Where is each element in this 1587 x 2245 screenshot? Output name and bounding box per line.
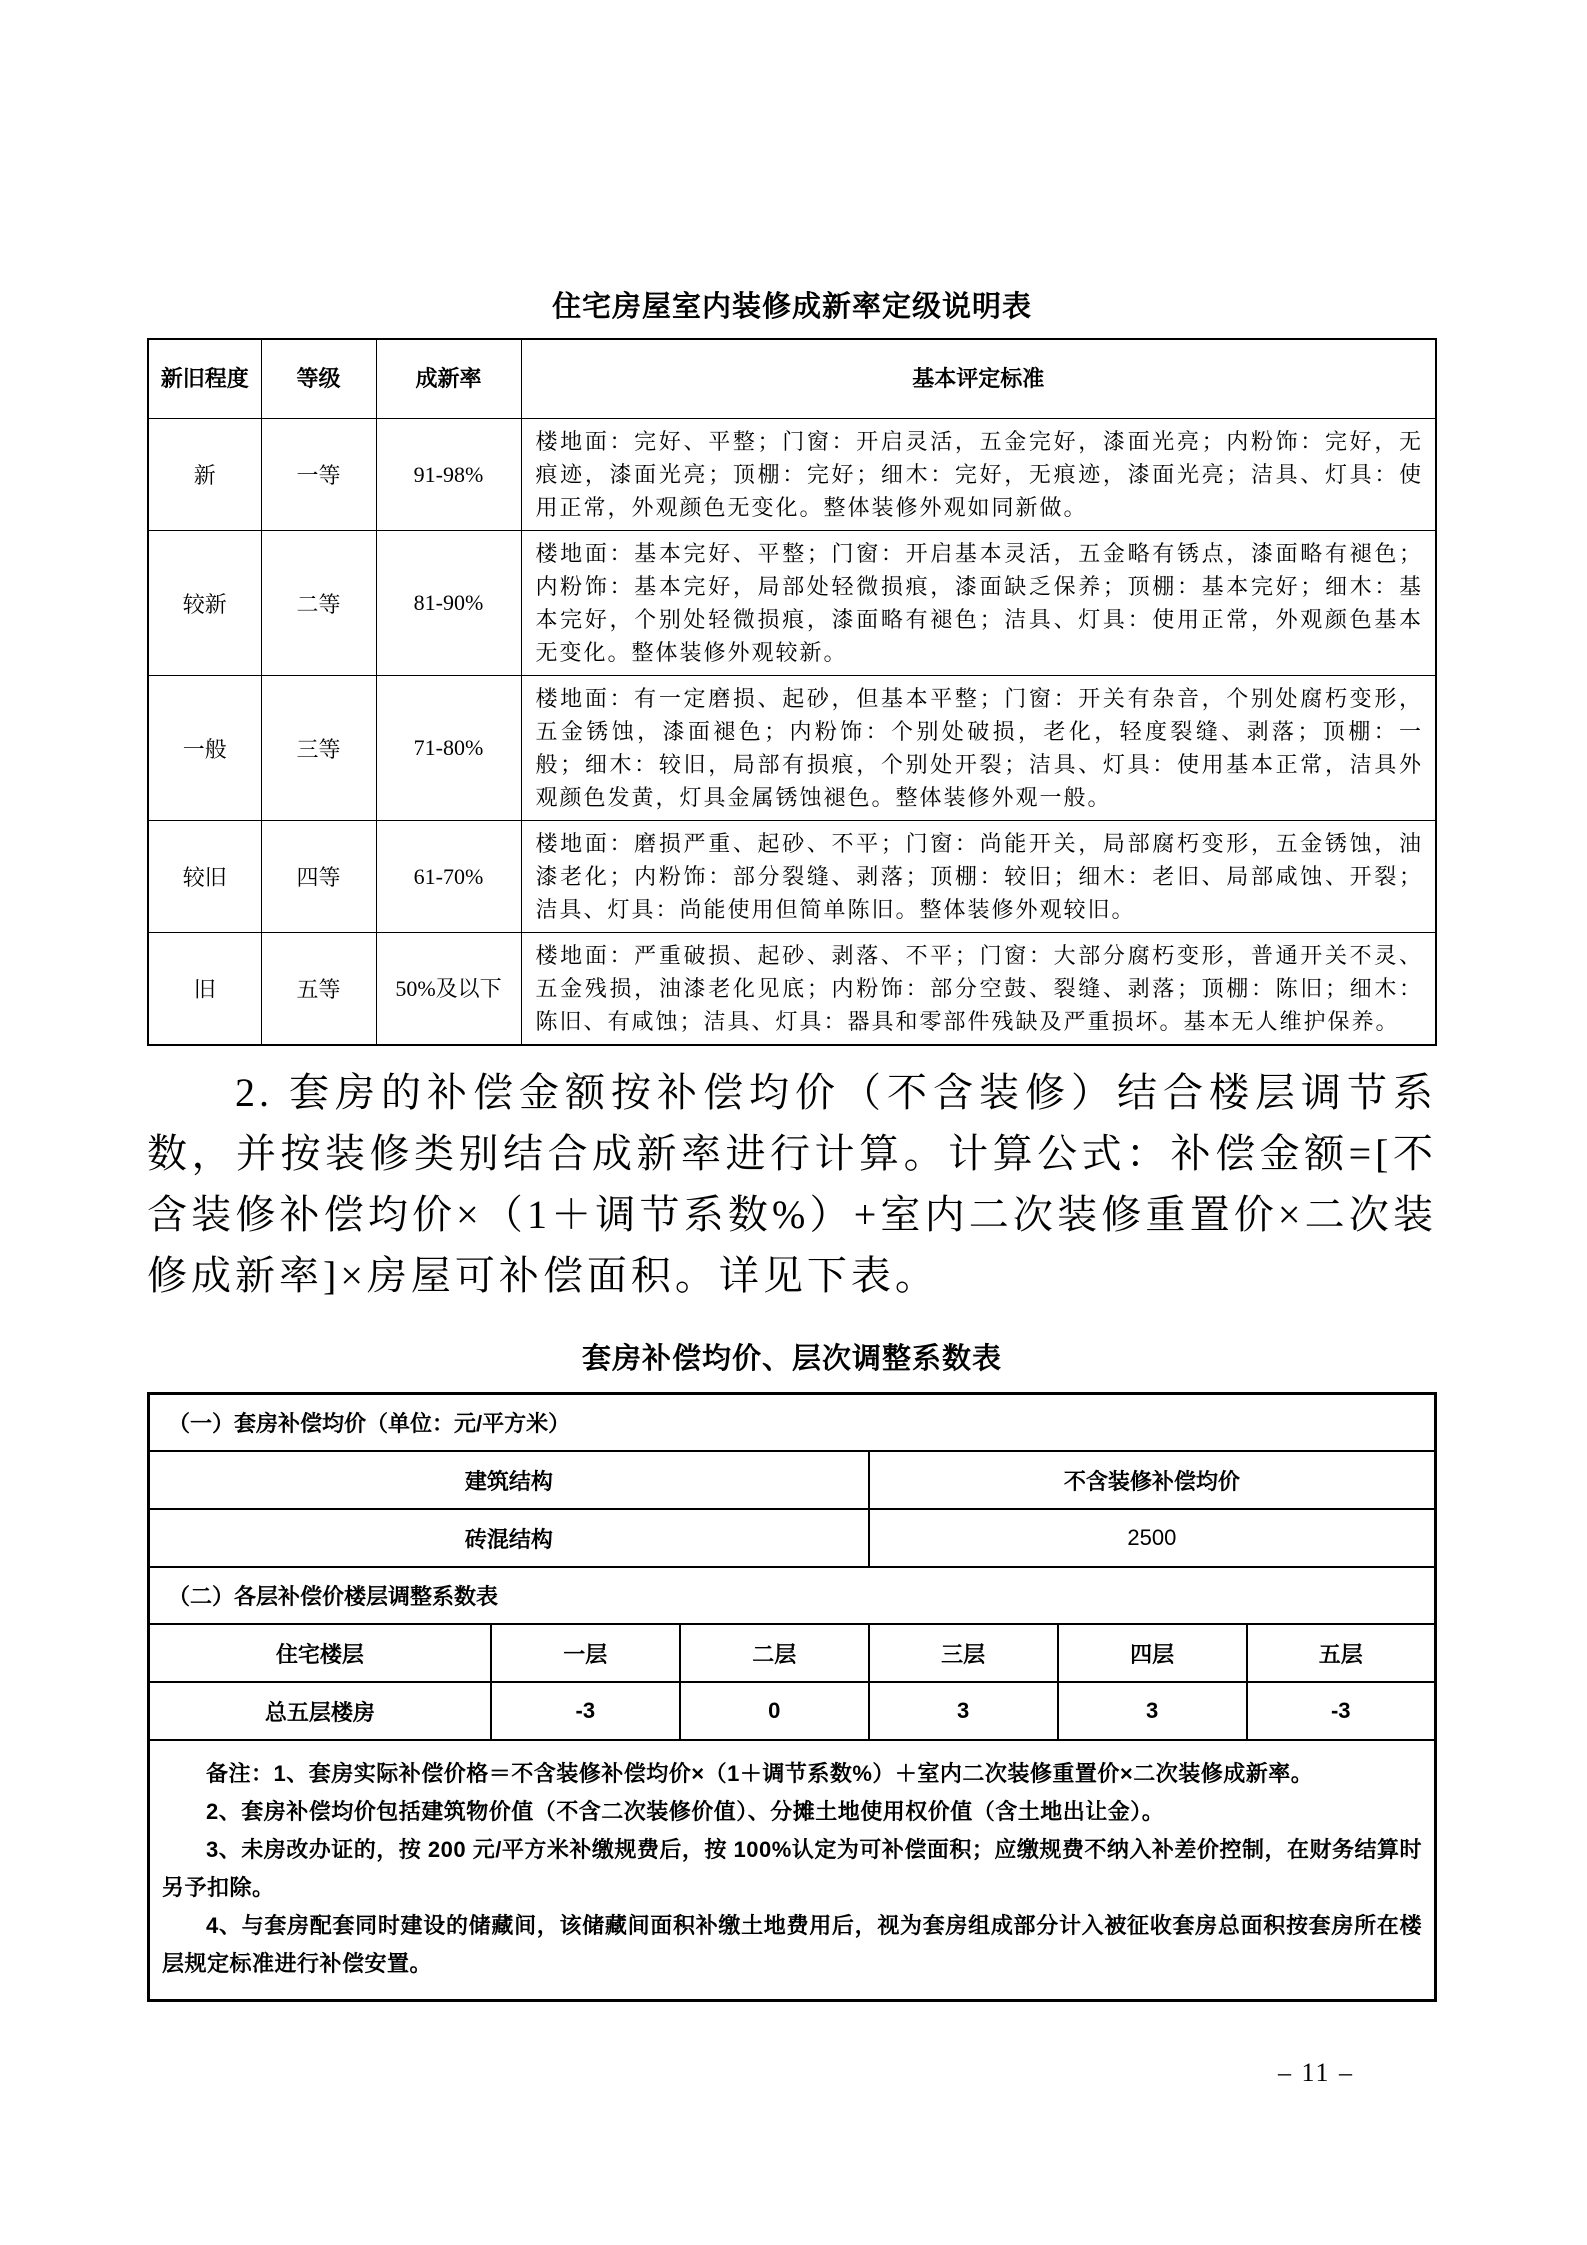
table-row — [148, 821, 1436, 933]
note-line: 2、套房补偿均价包括建筑物价值（不含二次装修价值）、分摊土地使用权价值（含土地出让金）。 — [206, 1799, 1165, 1824]
table1-header-row — [148, 339, 1436, 419]
t2-notes-cell — [149, 1740, 1436, 2001]
t1-degree: 较旧 — [148, 821, 261, 933]
t1-grade: 四等 — [261, 821, 376, 933]
t1-criteria: 楼地面：严重破损、起砂、剥落、不平；门窗：大部分腐朽变形，普通开关不灵、五金残损，油漆老化见底；内粉饰：部分空鼓、裂缝、剥落；顶棚：陈旧；细木：陈旧、有咸蚀；洁具、灯具：器具和零部件残缺及严重损坏。基本无人维护保养。 — [521, 933, 1436, 1046]
newness-rate-table — [147, 338, 1437, 1046]
t1-header-rate: 成新率 — [376, 339, 521, 419]
t2-floor-value-row — [149, 1682, 1436, 1740]
t2-price-header: 不含装修补偿均价 — [869, 1451, 1436, 1509]
t1-degree: 新 — [148, 419, 261, 531]
t2-floor-header: 二层 — [680, 1624, 869, 1682]
t1-header-grade: 等级 — [261, 339, 376, 419]
t1-criteria: 楼地面：有一定磨损、起砂，但基本平整；门窗：开关有杂音，个别处腐朽变形，五金锈蚀，漆面褪色；内粉饰：个别处破损，老化，轻度裂缝、剥落；顶棚：一般；细木：较旧，局部有损痕，个别处开裂；洁具、灯具：使用基本正常，洁具外观颜色发黄，灯具金属锈蚀褪色。整体装修外观一般。 — [521, 676, 1436, 821]
table-row — [148, 419, 1436, 531]
table-row — [148, 676, 1436, 821]
note-line: 4、与套房配套同时建设的储藏间，该储藏间面积补缴土地费用后，视为套房组成部分计入被征收套房总面积按套房所在楼层规定标准进行补偿安置。 — [162, 1913, 1422, 1976]
t2-section1-row — [149, 1394, 1436, 1452]
t2-floor-header: 一层 — [491, 1624, 680, 1682]
table-row — [148, 933, 1436, 1046]
table1-title: 住宅房屋室内装修成新率定级说明表 — [551, 291, 1032, 323]
t1-grade: 一等 — [261, 419, 376, 531]
t2-floor-header-row — [149, 1624, 1436, 1682]
page-number: – 11 – — [1278, 2058, 1355, 2087]
compensation-coefficient-table — [147, 1392, 1437, 2002]
t2-structure-header-row — [149, 1451, 1436, 1509]
document-content — [147, 0, 1437, 2002]
t1-rate: 61-70% — [376, 821, 521, 933]
paragraph-2: 2. 套房的补偿金额按补偿均价（不含装修）结合楼层调节系数，并按装修类别结合成新率进行计算。计算公式：补偿金额=[不含装修补偿均价×（1＋调节系数%）+室内二次装修重置价×二次装修成新率]×房屋可补偿面积。详见下表。 — [147, 1070, 1437, 1298]
t2-structure-value-row — [149, 1509, 1436, 1567]
t2-floor-value: 总五层楼房 — [149, 1682, 491, 1740]
t2-notes-row — [149, 1740, 1436, 2001]
t2-floor-value: 3 — [869, 1682, 1058, 1740]
table2-title: 套房补偿均价、层次调整系数表 — [581, 1343, 1002, 1375]
t1-grade: 五等 — [261, 933, 376, 1046]
t1-rate: 71-80% — [376, 676, 521, 821]
t1-degree: 较新 — [148, 531, 261, 676]
note-line: 3、未房改办证的，按 200 元/平方米补缴规费后，按 100%认定为可补偿面积；应缴规费不纳入补差价控制，在财务结算时另予扣除。 — [162, 1837, 1422, 1900]
t1-degree: 一般 — [148, 676, 261, 821]
t1-rate: 91-98% — [376, 419, 521, 531]
t1-header-criteria: 基本评定标准 — [521, 339, 1436, 419]
t2-floor-header: 住宅楼层 — [149, 1624, 491, 1682]
t1-grade: 三等 — [261, 676, 376, 821]
t2-structure-value: 砖混结构 — [149, 1509, 869, 1567]
t1-criteria: 楼地面：基本完好、平整；门窗：开启基本灵活，五金略有锈点，漆面略有褪色；内粉饰：基本完好，局部处轻微损痕，漆面缺乏保养；顶棚：基本完好；细木：基本完好，个别处轻微损痕，漆面略有褪色；洁具、灯具：使用正常，外观颜色基本无变化。整体装修外观较新。 — [521, 531, 1436, 676]
t2-section1-label: （一）套房补偿均价（单位：元/平方米） — [149, 1394, 1436, 1452]
t1-criteria: 楼地面：磨损严重、起砂、不平；门窗：尚能开关，局部腐朽变形，五金锈蚀，油漆老化；内粉饰：部分裂缝、剥落；顶棚：较旧；细木：老旧、局部咸蚀、开裂；洁具、灯具：尚能使用但简单陈旧。整体装修外观较旧。 — [521, 821, 1436, 933]
t1-degree: 旧 — [148, 933, 261, 1046]
t1-criteria: 楼地面：完好、平整；门窗：开启灵活，五金完好，漆面光亮；内粉饰：完好，无痕迹，漆面光亮；顶棚：完好；细木：完好，无痕迹，漆面光亮；洁具、灯具：使用正常，外观颜色无变化。整体装修外观如同新做。 — [521, 419, 1436, 531]
t1-header-degree: 新旧程度 — [148, 339, 261, 419]
t2-floor-header: 五层 — [1247, 1624, 1436, 1682]
t2-price-value: 2500 — [869, 1509, 1436, 1567]
t1-rate: 81-90% — [376, 531, 521, 676]
t2-floor-value: -3 — [491, 1682, 680, 1740]
t1-grade: 二等 — [261, 531, 376, 676]
t1-rate: 50%及以下 — [376, 933, 521, 1046]
t2-floor-header: 三层 — [869, 1624, 1058, 1682]
t2-section2-row — [149, 1567, 1436, 1624]
table-row — [148, 531, 1436, 676]
t2-section2-label: （二）各层补偿价楼层调整系数表 — [149, 1567, 1436, 1624]
t2-floor-value: 3 — [1058, 1682, 1247, 1740]
t2-structure-header: 建筑结构 — [149, 1451, 869, 1509]
t2-floor-value: -3 — [1247, 1682, 1436, 1740]
t2-floor-header: 四层 — [1058, 1624, 1247, 1682]
note-line: 备注：1、套房实际补偿价格＝不含装修补偿均价×（1＋调节系数%）＋室内二次装修重置价×二次装修成新率。 — [206, 1761, 1314, 1786]
t2-floor-value: 0 — [680, 1682, 869, 1740]
